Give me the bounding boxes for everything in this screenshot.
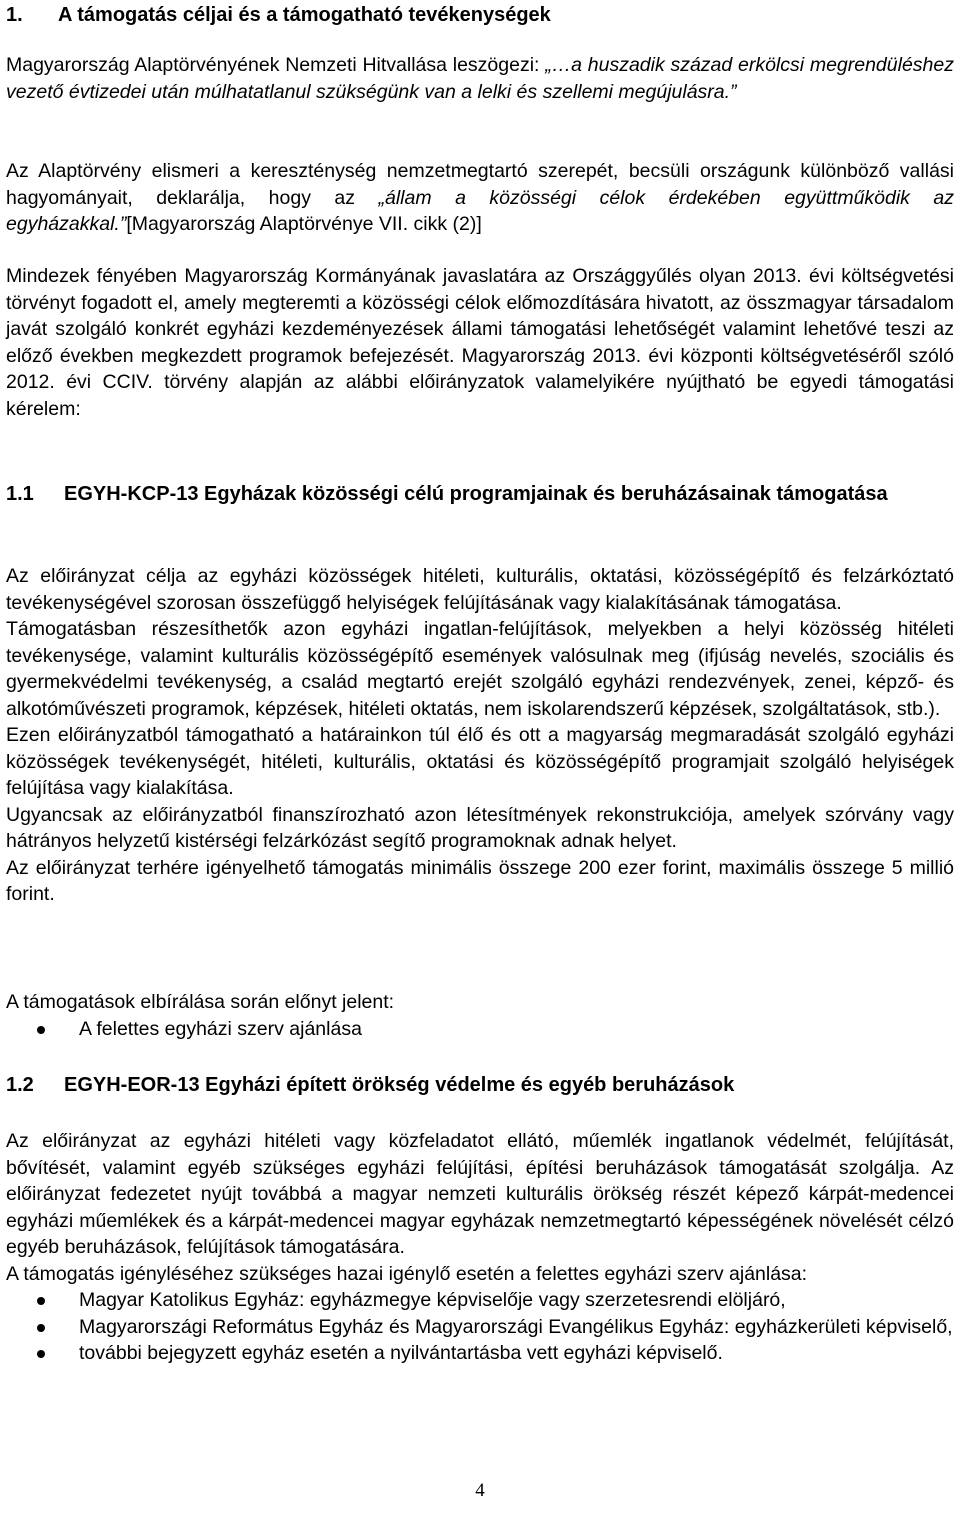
- list-item: Magyar Katolikus Egyház: egyházmegye képviselője vagy szerzetesrendi elöljáró,: [6, 1287, 954, 1314]
- paragraph: Ugyancsak az előirányzatból finanszírozható azon létesítmények rekonstrukciója, amelyek szórvány vagy hátrányos helyzetű kistérségi felzárkózást segítő programoknak adnak helyet.: [6, 803, 954, 852]
- recommend-list: [6, 1287, 954, 1367]
- quote-text: „állam a közösségi célok érdekében együttműködik az egyházakkal.”: [6, 186, 954, 235]
- section-number: 1.2: [6, 1074, 34, 1096]
- advantage-block: [6, 989, 954, 1042]
- intro-paragraph-3: Mindezek fényében Magyarország Kormányának javaslatára az Országgyűlés olyan 2013. évi költségvetési törvényt fogadott el, amely megteremti a közösségi célok előmozdítására hivatott, az összmagyar társadalom javát szolgáló konkrét egyházi kezdeményezések állami támogatási lehetőségét valamint lehetővé teszi az előző években megkezdett programok befejezését. Magyarország 2013. évi központi költségvetéséről szóló 2012. évi CCIV. törvény alapján az alábbi előirányzatok valamelyikére nyújtható be egyedi támogatási kérelem:: [6, 265, 954, 420]
- paragraph: Az előirányzat az egyházi hitéleti vagy közfeladatot ellátó, műemlék ingatlanok védelmét, felújítását, bővítését, valamint egyéb szükséges egyházi felújítási, építési beruházások támogatását szolgálja. Az előirányzat fedezetet nyújt továbbá a magyar nemzeti kulturális örökség részét képező kárpát-medencei egyházi műemlékek és a kárpát-medencei magyar egyházak nemzetmegtartó képességének növelését célzó egyéb beruházások, felújítások támogatására.: [6, 1130, 954, 1258]
- list-item: Magyarországi Református Egyház és Magyarországi Evangélikus Egyház: egyházkerületi képviselő,: [6, 1314, 954, 1341]
- section-1-heading: [6, 2, 954, 28]
- section-number: 1.1: [6, 483, 34, 505]
- section-title: EGYH-KCP-13 Egyházak közösségi célú programjainak és beruházásainak támogatása: [64, 483, 888, 505]
- legal-reference: [Magyarország Alaptörvénye VII. cikk (2)]: [126, 213, 482, 235]
- section-1-1-body: [6, 563, 954, 908]
- section-number: 1.: [6, 4, 23, 26]
- section-title: A támogatás céljai és a támogatható tevékenységek: [58, 4, 551, 26]
- intro-text: Az Alaptörvény elismeri a kereszténység nemzetmegtartó szerepét, becsüli országunk különböző vallási hagyományait, deklarálja, hogy az: [6, 160, 954, 209]
- intro-paragraph-2: [6, 158, 954, 238]
- section-1-1-heading: [6, 481, 954, 507]
- list-item: további bejegyzett egyház esetén a nyilvántartásba vett egyházi képviselő.: [6, 1340, 954, 1367]
- advantage-intro: A támogatások elbírálása során előnyt jelent:: [6, 991, 395, 1013]
- recommend-intro: A támogatás igényléséhez szükséges hazai igénylő esetén a felettes egyházi szerv ajánlása:: [6, 1262, 808, 1285]
- quote-text: „…a huszadik század erkölcsi megrendüléshez vezető évtizedei után múlhatatlanul szükségünk van a lelki és szellemi megújulásra.”: [6, 54, 954, 103]
- list-item: A felettes egyházi szerv ajánlása: [6, 1016, 954, 1043]
- section-1-2-body: [6, 1128, 954, 1367]
- paragraph: Támogatásban részesíthetők azon egyházi ingatlan-felújítások, melyekben a helyi közösség hitéleti tevékenysége, valamint kulturális közösségépítő események valósulnak meg (ifjúság nevelés, szociális és gyermekvédelmi tevékenység, a család megtartó erejét szolgáló egyházi rendezvények, zenei, képző- és alkotóművészeti programok, képzések, hitéleti oktatás, nem iskolarendszerű képzések, szolgáltatások, stb.).: [6, 618, 954, 720]
- paragraph: Az előirányzat célja az egyházi közösségek hitéleti, kulturális, oktatási, közösségépítő és felzárkóztató tevékenységével szorosan összefüggő helyiségek felújításának vagy kialakításának támogatása.: [6, 565, 954, 614]
- paragraph: Az előirányzat terhére igényelhető támogatás minimális összege 200 ezer forint, maximális összege 5 millió forint.: [6, 856, 954, 905]
- page-number: 4: [475, 1480, 485, 1501]
- paragraph: Ezen előirányzatból támogatható a határainkon túl élő és ott a magyarság megmaradását szolgáló egyházi közösségek tevékenységét, hitéleti, kulturális, oktatási és közösségépítő programjait szolgáló helyiségek felújítása vagy kialakítása.: [6, 724, 954, 799]
- intro-text: Magyarország Alaptörvényének Nemzeti Hitvallása leszögezi:: [6, 54, 546, 76]
- intro-paragraph-1: [6, 52, 954, 105]
- section-1-2-heading: [6, 1072, 954, 1098]
- section-title: EGYH-EOR-13 Egyházi épített örökség védelme és egyéb beruházások: [64, 1074, 735, 1096]
